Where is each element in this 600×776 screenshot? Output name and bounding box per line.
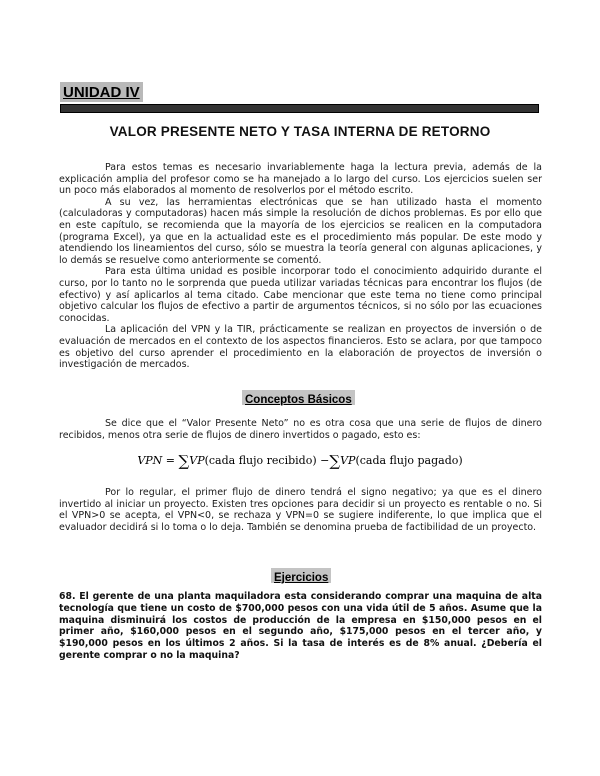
formula-lhs: VPN: [137, 454, 163, 467]
section-heading-ejercicios: [271, 568, 331, 583]
formula-equals: =: [162, 454, 179, 467]
section-title-conceptos: Conceptos Básicos: [245, 394, 352, 406]
formula-term-paid: (cada flujo pagado): [355, 454, 463, 467]
vpn-formula: [60, 452, 540, 470]
formula-minus: −: [316, 454, 330, 467]
formula-vp-1: VP: [189, 454, 205, 467]
intro-text: [59, 162, 542, 371]
unit-divider-bar: [60, 104, 539, 113]
formula-vp-2: VP: [340, 454, 356, 467]
page-title: VALOR PRESENTE NETO Y TASA INTERNA DE RETORNO: [109, 124, 491, 139]
intro-paragraph-1: Para estos temas es necesario invariablemente haga la lectura previa, además de la explicación amplia del profesor como se ha manejado a lo largo del curso. Los ejercicios suelen ser un poco más elaborados al momento de resolverlos por el método escrito.: [59, 162, 542, 197]
formula-sigma-2: ∑: [329, 452, 341, 470]
section-title-ejercicios: Ejercicios: [274, 572, 329, 584]
unit-heading: [60, 82, 143, 102]
concept-paragraph: Se dice que el “Valor Presente Neto” no es otra cosa que una serie de flujos de dinero recibidos, menos otra serie de flujos de dinero invertidos o pagado, esto es:: [59, 418, 542, 441]
rule-text: [59, 487, 542, 533]
rule-paragraph: Por lo regular, el primer flujo de dinero tendrá el signo negativo; ya que es el dinero invertido al iniciar un proyecto. Existen tres opciones para decidir si un proyecto es rentable o no. Si el VPN>0 se acepta, el VPN<0, se rechaza y VPN=0 se sugiere indiferente, lo que implica que el evaluador decidirá si lo toma o lo deja. También se denomina prueba de factibilidad de un proyecto.: [59, 487, 542, 533]
section-heading-conceptos: [242, 390, 355, 405]
unit-title: UNIDAD IV: [63, 84, 140, 101]
concept-text: [59, 418, 542, 441]
intro-paragraph-4: La aplicación del VPN y la TIR, prácticamente se realizan en proyectos de inversión o de evaluación de mercados en el contexto de los aspectos financieros. Esto se aclara, por que tampoco es objetivo del curso aprender el procedimiento en la elaboración de proyectos de inversión o investigación de mercados.: [59, 324, 542, 371]
formula-term-received: (cada flujo recibido): [204, 454, 317, 467]
exercise-68: 68. El gerente de una planta maquiladora esta considerando comprar una maquina de alta tecnología que tiene un costo de $700,000 pesos con una vida útil de 5 años. Asume que la maquina disminuirá los costos de producción de la empresa en $150,000 pesos en el primer año, $160,000 pesos en el segundo año, $175,000 pesos en el tercer año, y $190,000 pesos en los últimos 2 años. Si la tasa de interés es de 8% anual. ¿Debería el gerente comprar o no la maquina?: [59, 591, 542, 661]
intro-paragraph-2: A su vez, las herramientas electrónicas que se han utilizado hasta el momento (calculadoras y computadoras) hacen más simple la resolución de dichos problemas. Es por ello que en este capítulo, se recomienda que la mayoría de los ejercicios se realicen en la computadora (programa Excel), ya que en la actualidad este es el procedimiento más popular. De este modo y atendiendo los lineamientos del curso, sólo se muestra la teoría general con algunas aplicaciones, y lo demás se resuelve como anteriormente se comentó.: [59, 196, 542, 266]
intro-paragraph-3: Para esta última unidad es posible incorporar todo el conocimiento adquirido durante el curso, por lo tanto no le sorprenda que pueda utilizar variadas técnicas para encontrar los flujos (de efectivo) y así aplicarlos al tema citado. Cabe mencionar que este tema no tiene como principal objetivo calcular los flujos de efectivo a partir de argumentos técnicos, si no sólo por las ecuaciones conocidas.: [59, 266, 542, 324]
formula-sigma-1: ∑: [178, 452, 190, 470]
